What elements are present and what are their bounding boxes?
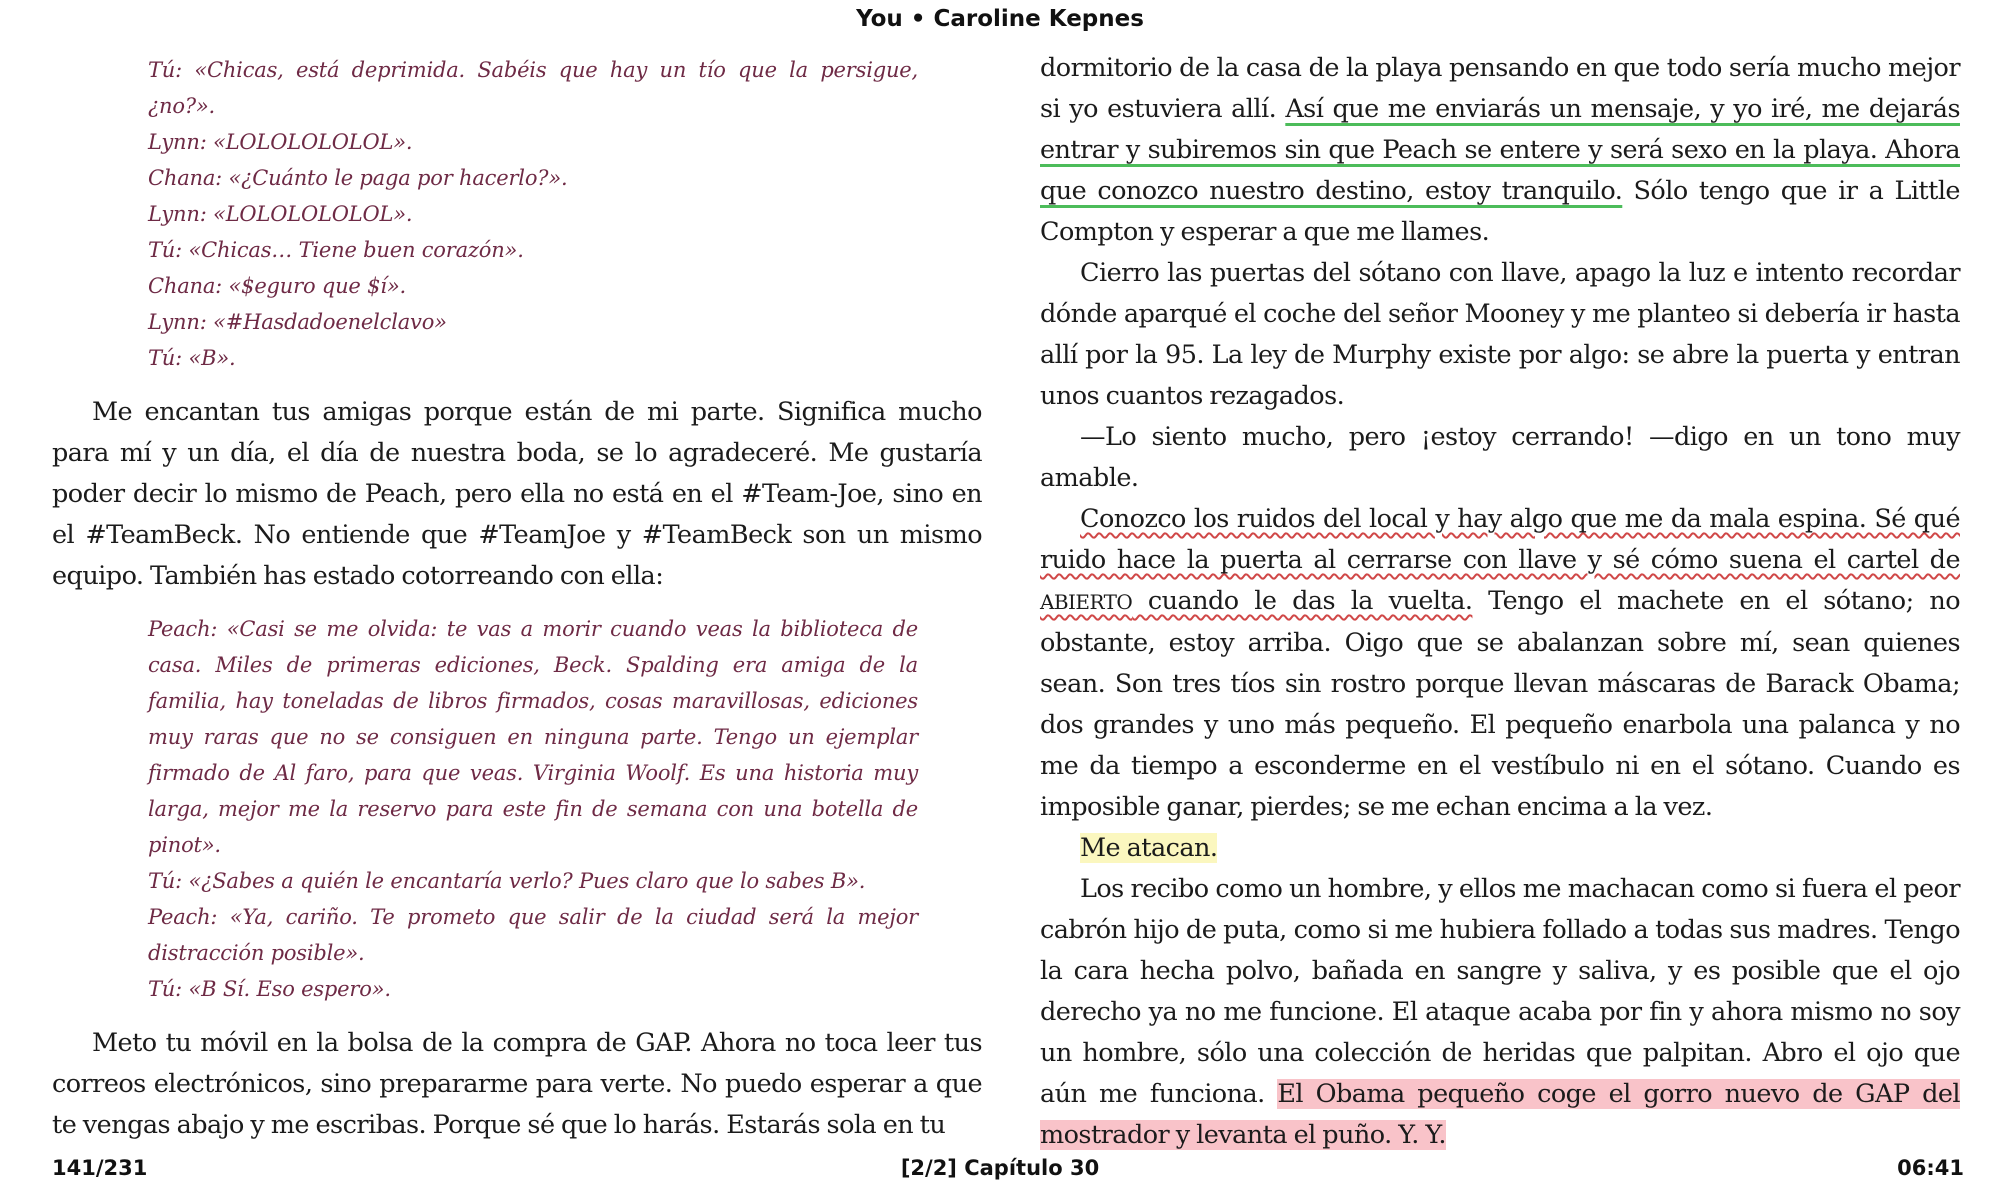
body-paragraph [1040,828,1960,869]
chapter-label: [2/2] Capítulo 30 [900,1156,1100,1180]
yellow-highlight[interactable]: Me atacan. [1080,833,1218,863]
body-paragraph [1040,48,1960,253]
small-caps-text: ABIERTO [1040,590,1133,614]
chat-line: Lynn: «LOLOLOLOLOL». [148,130,413,154]
chat-line: Tú: «B Sí. Eso espero». [148,977,391,1001]
status-footer [0,1156,2000,1186]
body-paragraph: Me encantan tus amigas porque están de mi parte. Significa mucho para mí y un día, el día de nuestra boda, se lo agradeceré. Me gustaría poder decir lo mismo de Peach, pero ella no está en el #Team-Joe, sino en el #TeamBeck. No entiende que #TeamJoe y #TeamBeck son un mismo equipo. También has estado cotorreando con ella: [52,397,982,591]
text-run: Sólo tengo que ir a Little Compton y esperar a que me llames. [1040,176,1960,247]
chat-line: Peach: «Casi se me olvida: te vas a morir cuando veas la biblioteca de casa. Miles de primeras ediciones, Beck. Spalding era amiga de la familia, hay toneladas de libros firmados, cosas maravillosas, ediciones muy raras que no se consiguen en ninguna parte. Tengo un ejemplar firmado de Al faro, para que veas. Virginia Woolf. Es una historia muy larga, mejor me la reservo para este fin de semana con una botella de pinot». [148,617,918,857]
body-paragraph [1040,499,1960,828]
book-title-header: You • Caroline Kepnes [856,6,1144,32]
text-run: Conozco los ruidos del local y hay algo que me da mala espina. Sé qué ruido hace la puerta al cerrarse con llave y sé cómo suena el cartel de [1040,504,1960,575]
chat-line: Tú: «Chicas… Tiene buen corazón». [148,238,524,262]
body-paragraph [1040,869,1960,1156]
chat-block-friends [148,52,918,376]
text-run: dormitorio de la casa de la playa pensando en que todo sería mucho mejor si yo estuviera allí. [1040,53,1960,124]
page-counter: 141/231 [52,1156,148,1180]
text-run: cuando le das la vuelta. [1132,586,1473,616]
body-paragraph: Cierro las puertas del sótano con llave, apago la luz e intento recordar dónde aparqué el coche del señor Mooney y me planteo si debería ir hasta allí por la 95. La ley de Murphy existe por algo: se abre la puerta y entran unos cuantos rezagados. [1040,258,1960,411]
chat-line: Tú: «¿Sabes a quién le encantaría verlo? Pues claro que lo sabes B». [148,869,866,893]
chat-line: Chana: «¿Cuánto le paga por hacerlo?». [148,166,568,190]
chat-line: Tú: «B». [148,346,236,370]
chat-line: Tú: «Chicas, está deprimida. Sabéis que hay un tío que la persigue, ¿no?». [148,58,918,118]
chat-line: Chana: «$eguro que $í». [148,274,406,298]
body-paragraph: Meto tu móvil en la bolsa de la compra de GAP. Ahora no toca leer tus correos electrónicos, sino prepararme para verte. No puedo esperar a que te vengas abajo y me escribas. Porque sé que lo harás. Estarás sola en tu [52,1028,982,1140]
chat-line: Peach: «Ya, cariño. Te prometo que salir de la ciudad será la mejor distracción posible». [148,905,918,965]
chat-line: Lynn: «#Hasdadoenelclavo» [148,310,447,334]
right-page-column [1040,48,1960,1156]
chat-line: Lynn: «LOLOLOLOLOL». [148,202,413,226]
clock: 06:41 [1897,1156,1964,1180]
text-run: Tengo el machete en el sótano; no obstante, estoy arriba. Oigo que se abalanzan sobre mí, sean quienes sean. Son tres tíos sin rostro porque llevan máscaras de Barack Obama; dos grandes y uno más pequeño. El pequeño enarbola una palanca y no me da tiempo a esconderme en el vestíbulo ni en el sótano. Cuando es imposible ganar, pierdes; se me echan encima a la vez. [1040,586,1960,822]
chat-block-peach [148,611,918,1007]
pink-highlight[interactable]: El Obama pequeño coge el gorro nuevo de GAP del mostrador y levanta el puño. Y. Y. [1040,1079,1960,1150]
body-paragraph: —Lo siento mucho, pero ¡estoy cerrando! —digo en un tono muy amable. [1040,422,1960,493]
text-run: Los recibo como un hombre, y ellos me machacan como si fuera el peor cabrón hijo de puta, como si me hubiera follado a todas sus madres. Tengo la cara hecha polvo, bañada en sangre y saliva, y es posible que el ojo derecho ya no me funcione. El ataque acaba por fin y ahora mismo no soy un hombre, sólo una colección de heridas que palpitan. Abro el ojo que aún me funciona. [1040,874,1960,1109]
green-underline-highlight[interactable]: Así que me enviarás un mensaje, y yo iré, me dejarás entrar y subiremos sin que Peach se entere y será sexo en la playa. Ahora que conozco nuestro destino, estoy tranquilo. [1040,94,1960,206]
left-page-column [52,48,982,1146]
